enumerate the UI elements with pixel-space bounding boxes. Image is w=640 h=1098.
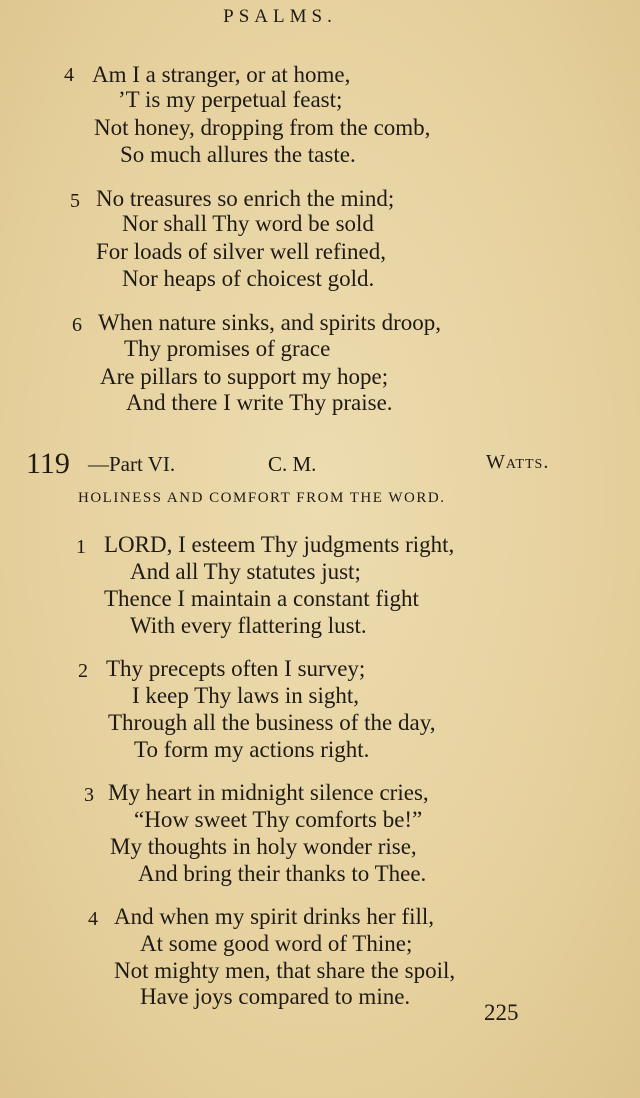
verse-line: Are pillars to support my hope; (100, 364, 389, 389)
running-head: PSALMS. (223, 6, 337, 27)
verse-line: And there I write Thy praise. (126, 390, 393, 415)
stanza-number: 4 (88, 908, 98, 930)
verse-line: To form my actions right. (134, 737, 370, 762)
stanza-number: 1 (76, 536, 86, 558)
verse-line: Not mighty men, that share the spoil, (114, 958, 456, 983)
verse-line: I keep Thy laws in sight, (132, 683, 359, 708)
stanza-number: 6 (72, 314, 82, 336)
verse-line: My heart in midnight silence cries, (108, 780, 429, 805)
verse-line: Have joys compared to mine. (140, 984, 411, 1009)
verse-line: LORD, I esteem Thy judgments right, (104, 532, 455, 557)
verse-line: And bring their thanks to Thee. (138, 861, 427, 886)
stanza-number: 5 (70, 190, 80, 212)
verse-line: Thence I maintain a constant fight (104, 586, 419, 611)
verse-line: Not honey, dropping from the comb, (94, 115, 431, 140)
verse-line: For loads of silver well refined, (96, 239, 386, 264)
verse-line: My thoughts in holy wonder rise, (110, 834, 417, 859)
verse-line: No treasures so enrich the mind; (96, 186, 395, 211)
verse-line: Am I a stranger, or at home, (92, 62, 351, 87)
verse-line: ’T is my perpetual feast; (118, 87, 343, 112)
verse-line: Thy promises of grace (124, 336, 331, 361)
hymn-number: 119 (26, 447, 70, 480)
hymn-meter: C. M. (268, 452, 317, 476)
verse-line: “How sweet Thy comforts be!” (134, 807, 423, 832)
verse-line: Through all the business of the day, (108, 710, 436, 735)
hymn-part: —Part VI. (88, 452, 176, 476)
verse-line: Nor shall Thy word be sold (122, 211, 374, 236)
stanza-number: 2 (78, 660, 88, 682)
page-number: 225 (484, 1000, 519, 1025)
verse-line: Thy precepts often I survey; (106, 656, 366, 681)
verse-line: And all Thy statutes just; (130, 559, 361, 584)
stanza-number: 3 (84, 784, 94, 806)
verse-line: With every flattering lust. (130, 613, 367, 638)
hymn-title: HOLINESS AND COMFORT FROM THE WORD. (78, 490, 446, 506)
verse-line: At some good word of Thine; (140, 931, 413, 956)
verse-line: Nor heaps of choicest gold. (122, 266, 375, 291)
stanza-number: 4 (64, 64, 74, 86)
verse-line: And when my spirit drinks her fill, (114, 904, 435, 929)
hymn-author: Watts. (486, 451, 550, 473)
verse-line: So much allures the taste. (120, 142, 356, 167)
verse-line: When nature sinks, and spirits droop, (98, 310, 442, 335)
